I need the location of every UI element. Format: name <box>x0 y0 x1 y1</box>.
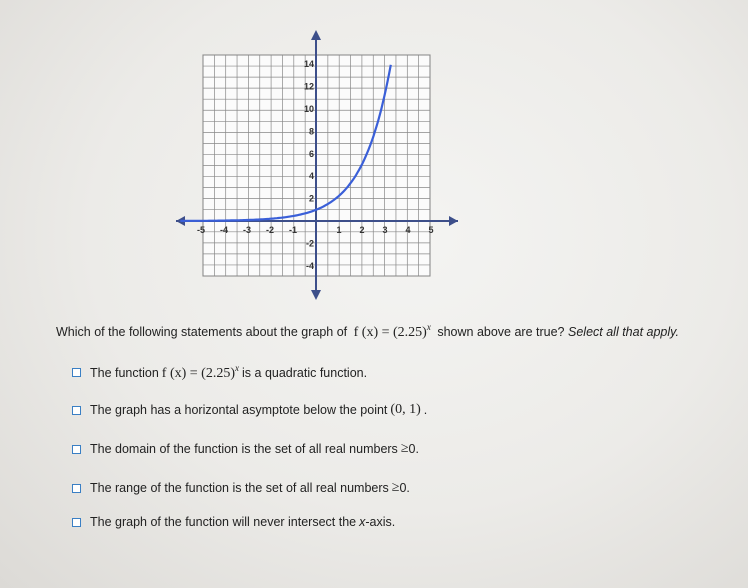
x-tick-label: -4 <box>219 225 229 235</box>
x-tick-label: -2 <box>265 225 275 235</box>
checkbox[interactable] <box>72 445 81 454</box>
question-function: f $(x) = (2.25)^x$ <box>353 322 431 340</box>
checkbox[interactable] <box>72 406 81 415</box>
option-text-post: -axis. <box>365 515 396 529</box>
checkbox[interactable] <box>72 518 81 527</box>
y-tick-label: -4 <box>305 260 314 271</box>
y-tick-label: -2 <box>305 238 314 249</box>
option-math: ≥ <box>391 480 400 495</box>
x-tick-label: 3 <box>382 225 388 235</box>
y-axis-arrow-down <box>311 290 321 300</box>
y-tick-label: 6 <box>308 148 314 159</box>
option-text-pre: The function <box>90 365 159 380</box>
x-tick-label: 4 <box>405 225 411 235</box>
question-text <box>56 322 679 341</box>
option-text-post: is a quadratic function. <box>242 365 368 380</box>
option-text-pre: The graph has a horizontal asymptote below the point <box>90 403 388 417</box>
x-tick-label: -3 <box>242 225 252 235</box>
x-tick-label: -1 <box>288 225 298 235</box>
option-math: f $(x) = (2.25)^x$ <box>161 363 240 381</box>
option-axis: x <box>359 515 366 529</box>
x-axis-arrow-right <box>449 216 458 226</box>
y-tick-label: 4 <box>308 171 314 182</box>
question-tail: shown above are true? <box>437 325 565 339</box>
option-text-post: 0. <box>408 442 419 456</box>
x-tick-label: 5 <box>428 225 434 235</box>
option-text-post: 0. <box>399 481 410 495</box>
option-text-pre: The range of the function is the set of all real numbers <box>90 481 389 495</box>
option-asymptote[interactable] <box>72 402 427 418</box>
option-math: (0, 1) <box>390 402 421 417</box>
checkbox[interactable] <box>72 368 81 377</box>
option-range[interactable] <box>72 480 410 496</box>
option-domain[interactable] <box>72 441 419 457</box>
y-tick-label: 14 <box>303 59 314 70</box>
y-tick-label: 8 <box>308 126 314 137</box>
x-tick-label: 2 <box>359 225 365 235</box>
question-lead: Which of the following statements about the graph of <box>56 325 348 339</box>
x-tick-label: 1 <box>336 225 342 235</box>
x-tick-label: -5 <box>196 225 206 235</box>
option-text-post: . <box>423 403 428 417</box>
y-tick-label: 12 <box>303 81 314 92</box>
y-axis-arrow-up <box>311 30 321 40</box>
y-tick-label: 10 <box>303 104 314 114</box>
question-instruction: Select all that apply. <box>568 325 679 339</box>
option-math: ≥ <box>400 441 409 456</box>
checkbox[interactable] <box>72 484 81 493</box>
option-x-intercept[interactable] <box>72 515 395 529</box>
y-tick-label: 2 <box>308 193 314 204</box>
option-text-pre: The domain of the function is the set of all real numbers <box>90 442 398 456</box>
option-text-pre: The graph of the function will never intersect the <box>90 515 357 529</box>
option-quadratic[interactable] <box>72 363 367 382</box>
